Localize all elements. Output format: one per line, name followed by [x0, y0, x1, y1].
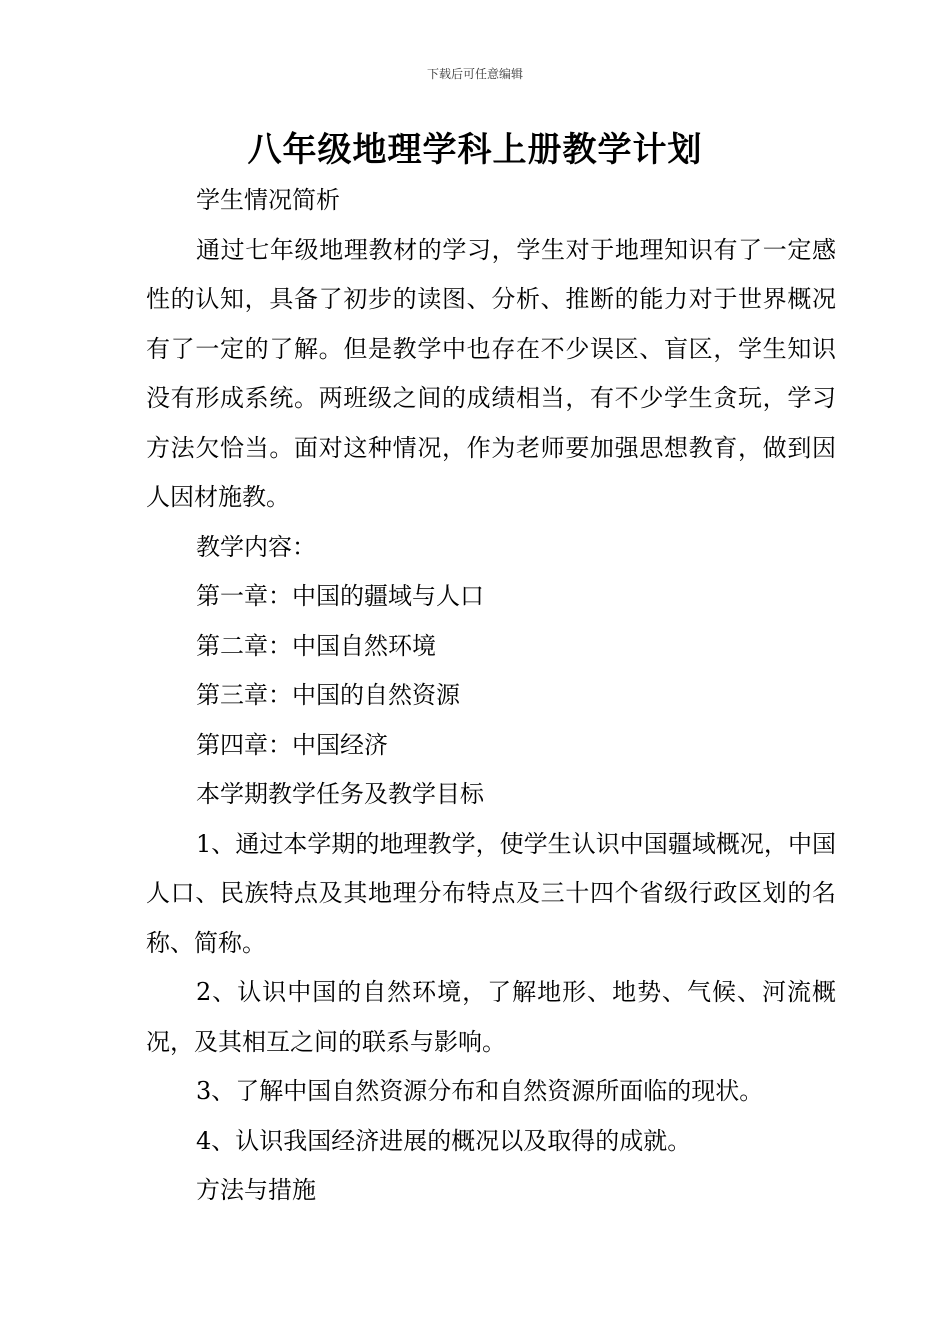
chapter-item: 第二章：中国自然环境: [196, 631, 436, 660]
student-analysis-paragraph: 通过七年级地理教材的学习，学生对于地理知识有了一定感性的认知，具备了初步的读图、分析、推断的能力对于世界概况有了一定的了解。但是教学中也存在不少误区、盲区，学生知识没有形成系统。两班级之间的成绩相当，有不少学生贪玩，学习方法欠恰当。面对这种情况，作为老师要加强思想教育，做到因人因材施教。: [146, 235, 836, 511]
goal-item: 1、通过本学期的地理教学，使学生认识中国疆域概况，中国人口、民族特点及其地理分布特点及三十四个省级行政区划的名称、简称。: [146, 829, 836, 957]
section-heading-methods: 方法与措施: [196, 1176, 316, 1204]
chapter-item: 第三章：中国的自然资源: [196, 681, 460, 709]
chapter-item: 第四章：中国经济: [196, 730, 388, 759]
document-body: [146, 176, 836, 1216]
goal-item: 3、了解中国自然资源分布和自然资源所面临的现状。: [196, 1077, 764, 1105]
section-heading-student-analysis: 学生情况简析: [196, 186, 340, 214]
goal-item: 2、认识中国的自然环境，了解地形、地势、气候、河流概况，及其相互之间的联系与影响。: [146, 978, 836, 1056]
section-heading-teaching-content: 教学内容：: [196, 532, 316, 561]
document-title: 八年级地理学科上册教学计划: [247, 130, 703, 170]
goal-item: 4、认识我国经济进展的概况以及取得的成就。: [196, 1126, 692, 1155]
header-note: 下载后可任意编辑: [426, 67, 523, 81]
chapter-item: 第一章：中国的疆域与人口: [196, 582, 484, 610]
section-heading-goals: 本学期教学任务及教学目标: [196, 780, 484, 808]
